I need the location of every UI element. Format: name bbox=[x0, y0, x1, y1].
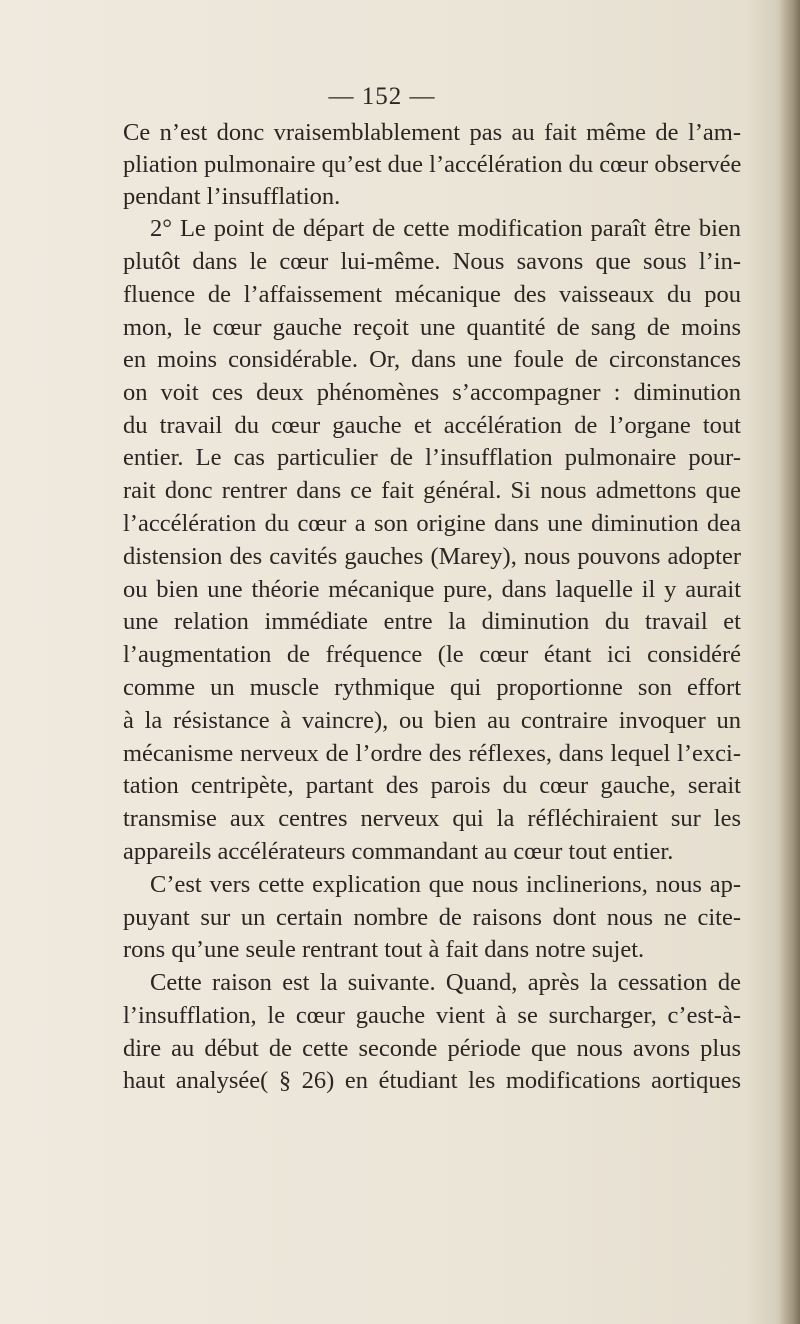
text-line: Ce n’est donc vraisemblablement pas au fait même de l’am- bbox=[123, 119, 741, 146]
text-line: haut analysée( § 26) en étudiant les modifications aortiques bbox=[123, 1067, 741, 1094]
text-line: pliation pulmonaire qu’est due l’accélération du cœur observée bbox=[123, 151, 742, 178]
text-line: puyant sur un certain nombre de raisons dont nous ne cite- bbox=[123, 904, 741, 931]
text-line: ou bien une théorie mécanique pure, dans laquelle il y aurait bbox=[123, 576, 741, 603]
text-line: l’insufflation, le cœur gauche vient à se surcharger, c’est-à- bbox=[123, 1002, 741, 1029]
text-line: mécanisme nerveux de l’ordre des réflexes, dans lequel l’exci- bbox=[123, 740, 741, 767]
text-line: rons qu’une seule rentrant tout à fait dans notre sujet. bbox=[123, 936, 645, 963]
text-line: l’augmentation de fréquence (le cœur étant ici considéré bbox=[123, 641, 741, 668]
text-line: l’accélération du cœur a son origine dans une diminution dea bbox=[123, 510, 741, 537]
text-line: pendant l’insufflation. bbox=[123, 183, 341, 210]
text-line: Cette raison est la suivante. Quand, après la cessation de bbox=[150, 969, 741, 996]
text-line: mon, le cœur gauche reçoit une quantité de sang de moins bbox=[123, 314, 741, 341]
text-line: plutôt dans le cœur lui-même. Nous savons que sous l’in- bbox=[123, 248, 741, 275]
text-line: transmise aux centres nerveux qui la réfléchiraient sur les bbox=[123, 805, 741, 832]
text-line: on voit ces deux phénomènes s’accompagner : diminution bbox=[123, 379, 741, 406]
text-line: comme un muscle rythmique qui proportionne son effort bbox=[123, 674, 741, 701]
text-line: rait donc rentrer dans ce fait général. Si nous admettons que bbox=[123, 477, 741, 504]
page-number: — 152 — bbox=[328, 83, 436, 110]
text-line: entier. Le cas particulier de l’insufflation pulmonaire pour- bbox=[123, 444, 741, 471]
text-line: tation centripète, partant des parois du cœur gauche, serait bbox=[123, 772, 741, 799]
text-line: fluence de l’affaissement mécanique des vaisseaux du pou bbox=[123, 281, 741, 308]
text-line: C’est vers cette explication que nous inclinerions, nous ap- bbox=[150, 871, 741, 898]
text-line: à la résistance à vaincre), ou bien au contraire invoquer un bbox=[123, 707, 741, 734]
text-line: en moins considérable. Or, dans une foule de circonstances bbox=[123, 346, 741, 373]
text-line: une relation immédiate entre la diminution du travail et bbox=[123, 608, 741, 635]
text-line: distension des cavités gauches (Marey), nous pouvons adopter bbox=[123, 543, 741, 570]
text-line: du travail du cœur gauche et accélération de l’organe tout bbox=[123, 412, 741, 439]
text-line: appareils accélérateurs commandant au cœur tout entier. bbox=[123, 838, 674, 865]
text-line: dire au début de cette seconde période que nous avons plus bbox=[123, 1035, 741, 1062]
text-line: 2° Le point de départ de cette modification paraît être bien bbox=[150, 215, 741, 242]
